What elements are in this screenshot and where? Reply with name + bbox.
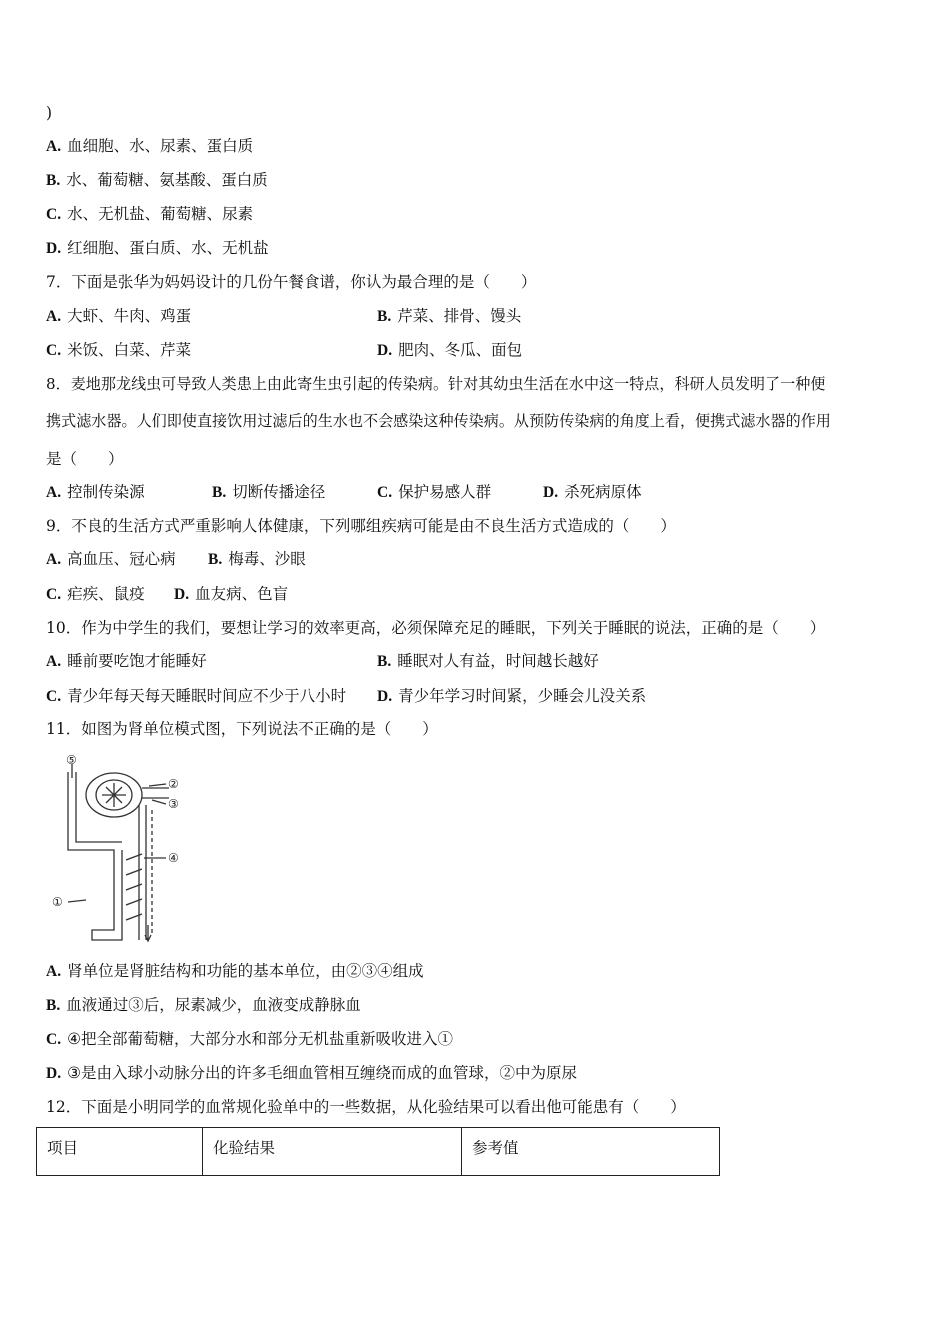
option-letter: A. — [46, 484, 62, 501]
option-letter: C. — [46, 688, 62, 705]
q12-stem: 12．下面是小明同学的血常规化验单中的一些数据，从化验结果可以看出他可能患有（ ） — [46, 1098, 686, 1116]
option-letter: D. — [377, 688, 393, 705]
q10-option-a[interactable] — [46, 651, 207, 672]
q6-closing-paren: ) — [46, 104, 53, 122]
q9-option-b[interactable] — [208, 549, 306, 570]
q9-option-d[interactable] — [174, 584, 288, 605]
diagram-label-3: ③ — [168, 797, 179, 811]
diagram-label-1: ① — [52, 895, 63, 909]
option-letter: D. — [543, 484, 559, 501]
q8-stem-line3: 是（ ） — [46, 450, 124, 468]
option-letter: C. — [46, 586, 62, 603]
option-text: 保护易感人群 — [398, 483, 492, 501]
q7-stem: 7．下面是张华为妈妈设计的几份午餐食谱，你认为最合理的是（ ） — [46, 273, 537, 291]
option-text: 杀死病原体 — [564, 483, 642, 501]
q6-option-d[interactable] — [46, 238, 269, 259]
option-letter: B. — [208, 551, 223, 568]
option-text: 疟疾、鼠疫 — [67, 585, 145, 603]
option-text: 血友病、色盲 — [195, 585, 289, 603]
option-letter: C. — [377, 484, 393, 501]
q11-option-a[interactable] — [46, 961, 424, 982]
option-text: 肥肉、冬瓜、面包 — [398, 341, 523, 359]
diagram-label-5: ⑤ — [66, 753, 77, 767]
option-letter: D. — [46, 1065, 62, 1082]
option-letter: A. — [46, 308, 62, 325]
q9-stem: 9．不良的生活方式严重影响人体健康，下列哪组疾病可能是由不良生活方式造成的（ ） — [46, 517, 676, 535]
q8-option-c[interactable] — [377, 482, 491, 503]
option-letter: A. — [46, 653, 62, 670]
option-letter: D. — [174, 586, 190, 603]
q8-option-a[interactable] — [46, 482, 145, 503]
q10-option-c[interactable] — [46, 686, 346, 707]
q10-option-b[interactable] — [377, 651, 599, 672]
q8-stem-line2: 携式滤水器。人们即使直接饮用过滤后的生水也不会感染这种传染病。从预防传染病的角度上看，便携式滤水器的作用 — [46, 412, 831, 430]
option-text: 睡前要吃饱才能睡好 — [67, 652, 207, 670]
table-header-cell: 项目 — [37, 1128, 203, 1176]
option-letter: B. — [46, 997, 61, 1014]
option-text: 高血压、冠心病 — [67, 550, 176, 568]
option-text: 血细胞、水、尿素、蛋白质 — [67, 137, 254, 155]
q6-option-b[interactable] — [46, 170, 268, 191]
nephron-diagram — [44, 750, 194, 950]
option-text: 水、葡萄糖、氨基酸、蛋白质 — [66, 171, 268, 189]
q6-option-a[interactable] — [46, 136, 253, 157]
q8-option-d[interactable] — [543, 482, 642, 503]
option-letter: B. — [46, 172, 61, 189]
q9-option-a[interactable] — [46, 549, 176, 570]
option-letter: B. — [212, 484, 227, 501]
q6-option-c[interactable] — [46, 204, 253, 225]
q11-option-d[interactable] — [46, 1063, 577, 1084]
option-text: ④把全部葡萄糖，大部分水和部分无机盐重新吸收进入① — [67, 1030, 453, 1048]
option-text: 梅毒、沙眼 — [228, 550, 306, 568]
q7-option-a[interactable] — [46, 306, 191, 327]
q9-option-c[interactable] — [46, 584, 145, 605]
option-letter: B. — [377, 308, 392, 325]
option-text: 水、无机盐、葡萄糖、尿素 — [67, 205, 254, 223]
q11-option-b[interactable] — [46, 995, 361, 1016]
option-text: 控制传染源 — [67, 483, 145, 501]
option-text: 红细胞、蛋白质、水、无机盐 — [67, 239, 269, 257]
q7-option-b[interactable] — [377, 306, 521, 327]
q10-stem: 10．作为中学生的我们，要想让学习的效率更高，必须保障充足的睡眠，下列关于睡眠的说法，正确的是（ ） — [46, 619, 826, 637]
option-text: 睡眠对人有益，时间越长越好 — [397, 652, 599, 670]
option-text: 肾单位是肾脏结构和功能的基本单位，由②③④组成 — [67, 962, 424, 980]
q11-option-c[interactable] — [46, 1029, 453, 1050]
blood-test-table — [36, 1127, 720, 1176]
option-letter: C. — [46, 342, 62, 359]
option-letter: D. — [377, 342, 393, 359]
q8-stem-line1: 8．麦地那龙线虫可导致人类患上由此寄生虫引起的传染病。针对其幼虫生活在水中这一特点，科研人员发明了一种便 — [46, 375, 826, 393]
option-letter: C. — [46, 1031, 62, 1048]
option-letter: A. — [46, 963, 62, 980]
option-text: 切断传播途径 — [232, 483, 326, 501]
option-letter: C. — [46, 206, 62, 223]
option-letter: A. — [46, 138, 62, 155]
q7-option-d[interactable] — [377, 340, 522, 361]
q10-option-d[interactable] — [377, 686, 646, 707]
option-text: 芹菜、排骨、馒头 — [397, 307, 522, 325]
table-header-row — [37, 1128, 720, 1176]
q11-stem: 11．如图为肾单位模式图，下列说法不正确的是（ ） — [46, 720, 438, 738]
option-text: 青少年每天每天睡眠时间应不少于八小时 — [67, 687, 347, 705]
option-letter: D. — [46, 240, 62, 257]
option-text: 血液通过③后，尿素减少，血液变成静脉血 — [66, 996, 361, 1014]
table-header-cell: 化验结果 — [203, 1128, 462, 1176]
q7-option-c[interactable] — [46, 340, 191, 361]
diagram-label-4: ④ — [168, 851, 179, 865]
table-header-cell: 参考值 — [462, 1128, 720, 1176]
q8-option-b[interactable] — [212, 482, 325, 503]
option-text: 大虾、牛肉、鸡蛋 — [67, 307, 192, 325]
option-text: 青少年学习时间紧，少睡会儿没关系 — [398, 687, 647, 705]
option-text: 米饭、白菜、芹菜 — [67, 341, 192, 359]
option-text: ③是由入球小动脉分出的许多毛细血管相互缠绕而成的血管球，②中为原尿 — [67, 1064, 577, 1082]
diagram-label-2: ② — [168, 777, 179, 791]
option-letter: A. — [46, 551, 62, 568]
option-letter: B. — [377, 653, 392, 670]
